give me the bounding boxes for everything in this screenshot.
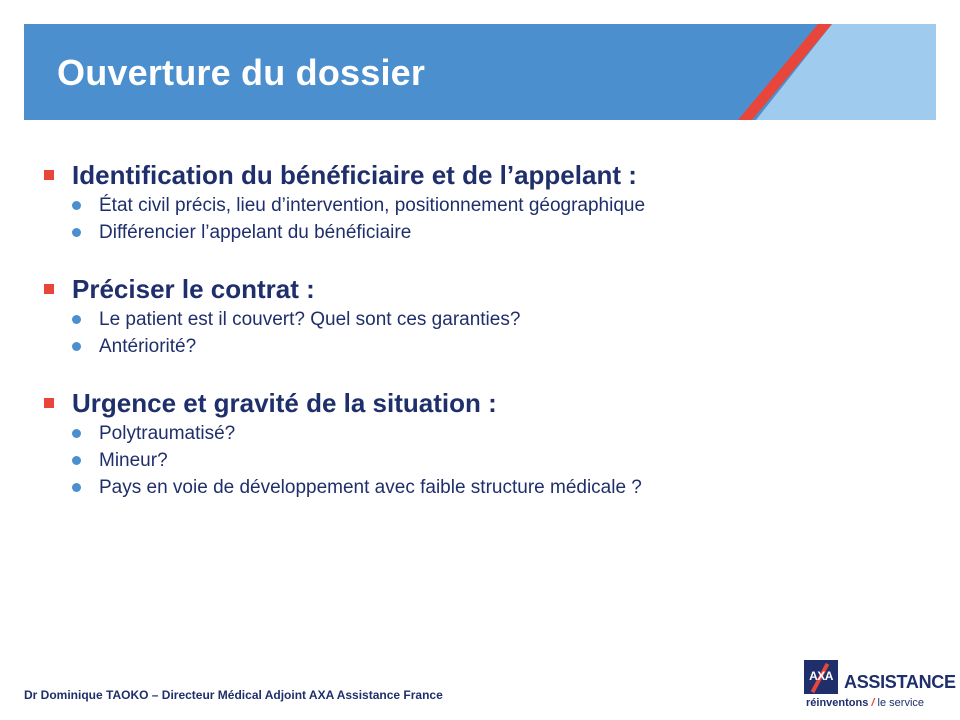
round-bullet-icon [72, 228, 81, 237]
list-item-text: Le patient est il couvert? Quel sont ces garanties? [99, 308, 521, 330]
list-item-text: Antériorité? [99, 335, 197, 357]
section-contrat [44, 272, 924, 360]
logo-wordmark: ASSISTANCE [844, 672, 956, 692]
footer-author: Dr Dominique TAOKO – Directeur Médical Adjoint AXA Assistance France [24, 688, 443, 702]
section-heading-row [44, 272, 924, 306]
tagline-light: le service [877, 697, 925, 709]
section-heading: Urgence et gravité de la situation : [72, 387, 497, 418]
logo-box-text: AXA [809, 669, 833, 683]
axa-logo-icon [804, 660, 838, 694]
round-bullet-icon [72, 201, 81, 210]
sub-bullet-list [44, 420, 924, 501]
list-item [72, 306, 924, 333]
axa-assistance-logo [804, 660, 956, 714]
section-heading: Identification du bénéficiaire et de l’appelant : [72, 159, 637, 190]
list-item-text: Polytraumatisé? [99, 422, 236, 444]
logo-tagline [806, 697, 924, 709]
sub-bullet-list [44, 306, 924, 360]
section-urgence [44, 386, 924, 501]
section-identification [44, 158, 924, 246]
section-heading: Préciser le contrat : [72, 273, 315, 304]
slide-content [44, 158, 924, 527]
round-bullet-icon [72, 342, 81, 351]
list-item-text: Différencier l’appelant du bénéficiaire [99, 221, 412, 243]
section-heading-row [44, 158, 924, 192]
list-item [72, 474, 924, 501]
sub-bullet-list [44, 192, 924, 246]
round-bullet-icon [72, 429, 81, 438]
list-item [72, 192, 924, 219]
tagline-strong: réinventons [806, 697, 869, 709]
list-item-text: État civil précis, lieu d’intervention, positionnement géographique [99, 194, 646, 216]
square-bullet-icon [44, 170, 54, 180]
slide-title: Ouverture du dossier [57, 52, 426, 93]
list-item [72, 447, 924, 474]
round-bullet-icon [72, 456, 81, 465]
title-banner [24, 24, 936, 120]
square-bullet-icon [44, 398, 54, 408]
round-bullet-icon [72, 483, 81, 492]
list-item [72, 420, 924, 447]
section-heading-row [44, 386, 924, 420]
tagline-slash: / [871, 697, 875, 709]
list-item [72, 333, 924, 360]
round-bullet-icon [72, 315, 81, 324]
square-bullet-icon [44, 284, 54, 294]
list-item-text: Pays en voie de développement avec faible structure médicale ? [99, 476, 642, 498]
list-item-text: Mineur? [99, 449, 168, 471]
list-item [72, 219, 924, 246]
